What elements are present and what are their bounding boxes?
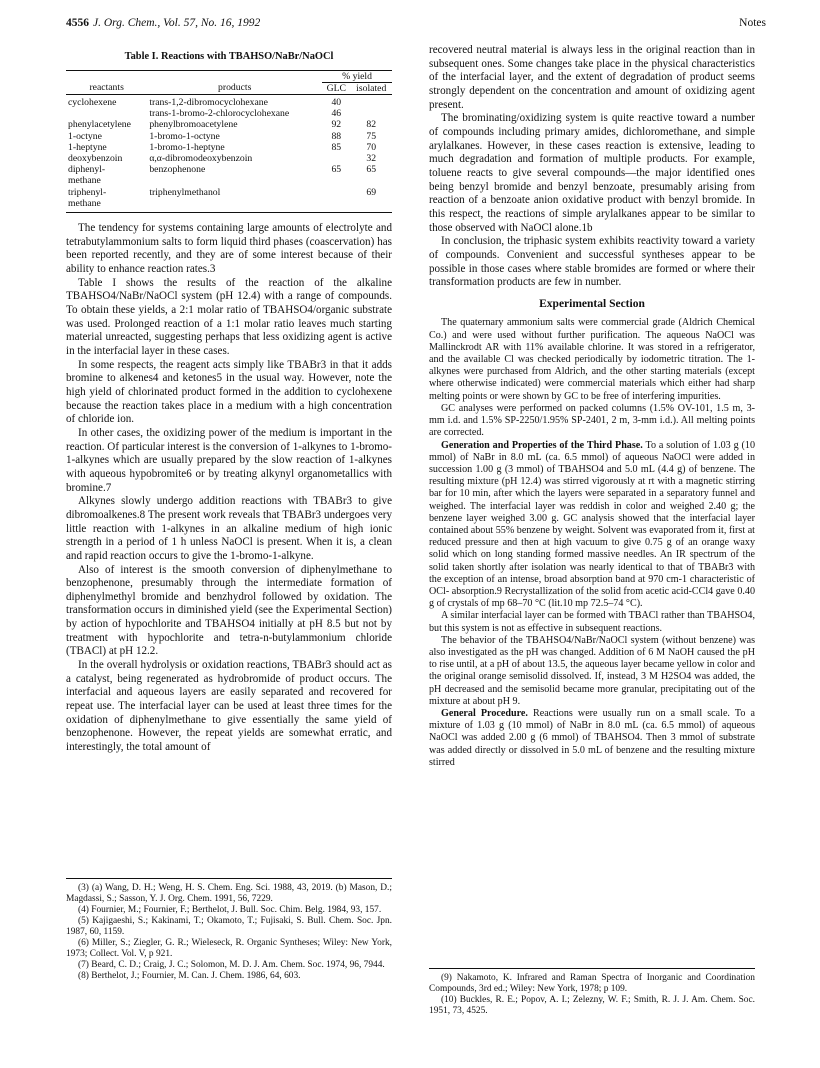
cell-product (147, 175, 322, 186)
cell-reactant: 1-octyne (68, 130, 102, 142)
experimental-heading: Experimental Section (539, 297, 645, 310)
cell-glc: 46 (331, 108, 342, 120)
left-column (66, 44, 392, 755)
table-row (66, 164, 392, 175)
footnotes-right (429, 968, 755, 1017)
cell-glc: 85 (331, 141, 342, 153)
run-in-heading: Generation and Properties of the Third Phase. (441, 439, 643, 451)
table-row (66, 198, 392, 213)
cell-reactant: phenylacetylene (68, 119, 131, 131)
cell-glc (322, 175, 350, 186)
left-body-text (66, 222, 392, 755)
table-caption: Reactions with TBAHSO/NaBr/NaOCl (160, 51, 334, 62)
paragraph-text: The quaternary ammonium salts were commercial grade (Aldrich Chemical Co.) and were used without further purification. The aqueous NaOCl was Mallinckrodt AR with 11% available chlorine. It was stored in a refrigerator, and the available Cl was checked periodically by iodometric titration. The 1-alkynes were purchased from Aldrich, and the other starting materials (except where otherwise indicated) were commercial materials which either had sharp melting points or were shown by GC to be free of interfering impurities. (429, 317, 755, 402)
cell-isolated: 75 (366, 130, 377, 142)
cell-glc: 88 (331, 130, 342, 142)
table-row (66, 187, 392, 198)
cell-reactant: cyclohexene (68, 97, 117, 109)
cell-isolated: 82 (366, 119, 377, 131)
body-paragraph: The brominating/oxidizing system is quite reactive toward a number of compounds including primary amides, dichloromethane, and simple arylalkanes. However, in these cases reaction is extensive, leading to much degradation and formation of multiple products. For example, toluene reacts to give several compounds—the major identified ones being benzyl bromide and benzyl benzoate, presumably arising from reaction of a benzoate anion oxidative product with benzyl bromide. In this respect, the reactions of simple arylalkanes appear to be similar to those observed with NaOCl alone.1b (429, 112, 755, 234)
right-column (429, 44, 755, 769)
right-body-text (429, 44, 755, 290)
col-header-reactants: reactants (66, 82, 147, 94)
paragraph-text: GC analyses were performed on packed columns (1.5% OV-101, 1.5 m, 3-mm i.d. and 1.5% SP-2250/1.95% SP-2401, 2 m, 3-mm i.d.). All melting points are corrected. (429, 402, 755, 439)
paragraph-text: To a solution of 1.03 g (10 mmol) of NaBr in 8.0 mL (ca. 6.5 mmol) of aqueous NaOCl were added in succession 1.00 g (3 mmol) of TBAHSO4 and 5.0 mL (4.4 g) of benzene. The resulting mixture (pH 12.4) was stirred vigorously at rt with a magnetic stirring bar for 10 min, after which the layers were separated in a separatory funnel and weighed. The interfacial layer was reddish in color and weighed 2.40 g; the benzene layer weighed 3.00 g. GC analysis showed that the interfacial layer contained about 55% benzene by weight. Solvent was evaporated from it, first at reduced pressure and then at high vacuum to give 0.75 g of an orange waxy solid which on long standing formed massive needles. An IR spectrum of the solid taken shortly after isolation was nearly identical to that of TBABr3 with the exception of an intense, broad absorption band at 970 cm-1 characteristic of OCl- absorption.9 Recrystallization of the solid from acetic acid-CCl4 gave 0.40 g of crystals of mp 68–70 °C (lit.10 mp 72.5–74 °C). (429, 439, 755, 610)
table-row (66, 153, 392, 164)
experimental-paragraph (429, 317, 755, 402)
experimental-paragraph (429, 403, 755, 440)
footnote: (6) Miller, S.; Ziegler, G. R.; Wieleseck, R. Organic Syntheses; Wiley: New York, 1973; Collect. Vol. V, p 921. (66, 938, 392, 959)
col-header-products: products (147, 82, 322, 94)
cell-glc: 92 (331, 119, 342, 131)
footnote: (3) (a) Wang, D. H.; Weng, H. S. Chem. Eng. Sci. 1988, 43, 2019. (b) Mason, D.; Magdassi, S.; Sasson, Y. J. Org. Chem. 1991, 56, 7229. (66, 883, 392, 904)
footnote-rule (66, 878, 392, 879)
table-row (66, 108, 392, 119)
cell-isolated (351, 95, 393, 109)
cell-reactant: methane (68, 175, 101, 187)
section-name: Notes (739, 17, 766, 29)
cell-reactant: diphenyl- (68, 164, 106, 176)
cell-glc (322, 153, 350, 164)
body-paragraph: Alkynes slowly undergo addition reactions with TBABr3 to give dibromoalkenes.8 The present work reveals that TBABr3 undergoes very little reaction with 1-alkynes in an alkaline medium of high ionic strength in a period of 1 h unless NaOCl is present. When it is, a clean and rapid reaction occurs to give the 1-bromo-1-alkyne. (66, 495, 392, 562)
footnote: (8) Berthelot, J.; Fournier, M. Can. J. Chem. 1986, 64, 603. (78, 971, 301, 981)
cell-product: α,α-dibromodeoxybenzoin (149, 153, 253, 165)
cell-product: benzophenone (149, 164, 206, 176)
cell-glc (322, 187, 350, 198)
experimental-paragraph (429, 610, 755, 634)
cell-product: phenylbromoacetylene (149, 119, 238, 131)
col-header-isolated: isolated (351, 82, 393, 94)
cell-isolated: 70 (366, 141, 377, 153)
cell-reactant: 1-heptyne (68, 141, 107, 153)
body-paragraph: In the overall hydrolysis or oxidation reactions, TBABr3 should act as a catalyst, being regenerated as hydrobromide of product occurs. The interfacial and aqueous layers are easily separated and recovered for repeat use. The interfacial layer can be used at least three times for the oxidation of diphenylmethane to give essentially the same yield of benzophenone. However, the repeat yields are somewhat erratic, and interestingly, the total amount of (66, 659, 392, 754)
cell-glc: 40 (331, 97, 342, 109)
cell-isolated (351, 198, 393, 213)
journal-citation: J. Org. Chem., Vol. 57, No. 16, 1992 (93, 17, 261, 29)
cell-product: trans-1-bromo-2-chlorocyclohexane (149, 108, 290, 120)
body-paragraph: In conclusion, the triphasic system exhibits reactivity toward a variety of compounds. Convenient and successful syntheses appear to be possible in those cases where stable bromides are formed or where their transformation products are few in number. (429, 235, 755, 289)
cell-isolated (351, 108, 393, 119)
cell-glc: 65 (331, 164, 342, 176)
paragraph-text: Reactions were usually run on a small scale. To a mixture of 1.03 g (10 mmol) of NaBr in 8.0 mL (ca. 6.5 mmol) of aqueous NaOCl was added 2.00 g (6 mmol) of TBAHSO4. Then 3 mmol of substrate was added directly or dissolved in 5.0 mL of benzene and the resulting mixture stirred (429, 707, 755, 768)
cell-product: triphenylmethanol (149, 186, 221, 198)
col-header-glc: GLC (322, 82, 350, 94)
yield-header: % yield (322, 70, 392, 82)
body-paragraph: Also of interest is the smooth conversion of diphenylmethane to benzophenone, presumably through the intermediate formation of diphenylmethyl bromide and benzhydrol followed by oxidation. The transformation occurs in diminished yield (see the Experimental Section) by action of hypochlorite and TBAHSO4 initially at pH 8.5 but not by treatment with hypochlorite and tetra-n-butylammonium chloride (TBACl) at pH 12.2. (66, 563, 392, 658)
footnote: (10) Buckles, R. E.; Popov, A. I.; Zelezny, W. F.; Smith, R. J. J. Am. Chem. Soc. 1951, 73, 4525. (429, 995, 755, 1016)
table-row (66, 95, 392, 109)
body-paragraph: In other cases, the oxidizing power of the medium is important in the reaction. Of particular interest is the conversion of 1-alkynes to 1-bromo-1-alkynes which are usually prepared by the slow reaction of 1-alkynes with aqueous hypobromite6 or by treating alkynyl organometallics with bromine.7 (66, 426, 392, 494)
cell-isolated: 32 (366, 153, 377, 165)
cell-product (147, 198, 322, 213)
paragraph-text: The behavior of the TBAHSO4/NaBr/NaOCl system (without benzene) was also investigated as the pH was changed. Addition of 6 M NaOH caused the pH to rise until, at a pH of about 13.5, the aqueous layer became yellow in color and the original orange semisolid dissolved. If, instead, 3 M H2SO4 was added, the pH decreased and the semisolid became more granular, precipitating out of the mixture at about pH 9. (429, 634, 755, 707)
cell-isolated (351, 175, 393, 186)
cell-isolated: 65 (366, 164, 377, 176)
footnote: (5) Kajigaeshi, S.; Kakinami, T.; Okamoto, T.; Fujisaki, S. Bull. Chem. Soc. Jpn. 1987, 60, 1159. (66, 916, 392, 937)
experimental-paragraph (429, 708, 755, 769)
cell-product: 1-bromo-1-octyne (149, 130, 220, 142)
cell-glc (322, 198, 350, 213)
experimental-paragraph (429, 635, 755, 708)
table-row (66, 131, 392, 142)
footnote-rule (429, 968, 755, 969)
body-paragraph: recovered neutral material is always less in the original reaction than in subsequent ones. Some changes take place in the physical characteristics of the interfacial layer, and the extent of degradation of product seems strongly dependent on the concentration and amount of oxidizing agent present. (429, 44, 755, 111)
cell-reactant: deoxybenzoin (68, 153, 123, 165)
table-title (66, 50, 392, 64)
table-row (66, 175, 392, 186)
header-left (66, 17, 260, 29)
table-body (66, 95, 392, 213)
cell-reactant (66, 108, 147, 119)
cell-product: 1-bromo-1-heptyne (149, 141, 225, 153)
body-paragraph: The tendency for systems containing large amounts of electrolyte and tetrabutylammonium salts to form liquid third phases (coascervation) has been reported recently, and they are of some interest because of their ability to enhance reaction rates.3 (66, 222, 392, 276)
table-row (66, 119, 392, 130)
table-label: Table I. (124, 51, 159, 62)
body-paragraph: In some respects, the reagent acts simply like TBABr3 in that it adds bromine to alkenes4 and ketones5 in the usual way. However, note the high yield of chlorinated product formed in the addition to cyclohexene because the reaction takes place in a medium with a high concentration of chloride ion. (66, 358, 392, 426)
table-row (66, 142, 392, 153)
cell-reactant: triphenyl- (68, 186, 107, 198)
experimental-paragraph (429, 440, 755, 611)
run-in-heading: General Procedure. (441, 707, 528, 719)
cell-isolated: 69 (366, 186, 377, 198)
page-number: 4556 (66, 17, 89, 29)
footnote: (7) Beard, C. D.; Craig, J. C.; Solomon, M. D. J. Am. Chem. Soc. 1974, 96, 7944. (78, 960, 385, 970)
footnotes-left (66, 878, 392, 982)
experimental-text (429, 317, 755, 769)
footnote: (9) Nakamoto, K. Infrared and Raman Spectra of Inorganic and Coordination Compounds, 3rd ed.; Wiley: New York, 1978; p 109. (429, 973, 755, 994)
running-header (66, 17, 766, 33)
paragraph-text: A similar interfacial layer can be formed with TBACl rather than TBAHSO4, but this system is not as effective in subsequent reactions. (429, 610, 755, 634)
body-paragraph: Table I shows the results of the reaction of the alkaline TBAHSO4/NaBr/NaOCl system (pH 12.4) with a range of compounds. To obtain these yields, a 2:1 molar ratio of TBAHSO4/organic substrate was used. Prolonged reaction of a 1:1 molar ratio leaves much starting material unreacted, suggesting perhaps that less oxidizing agent is active in the interfacial layer in these cases. (66, 276, 392, 357)
cell-product: trans-1,2-dibromocyclohexane (149, 97, 268, 109)
cell-reactant: methane (66, 198, 147, 213)
footnote: (4) Fournier, M.; Fournier, F.; Berthelot, J. Bull. Soc. Chim. Belg. 1984, 93, 157. (78, 905, 382, 915)
results-table (66, 70, 392, 213)
